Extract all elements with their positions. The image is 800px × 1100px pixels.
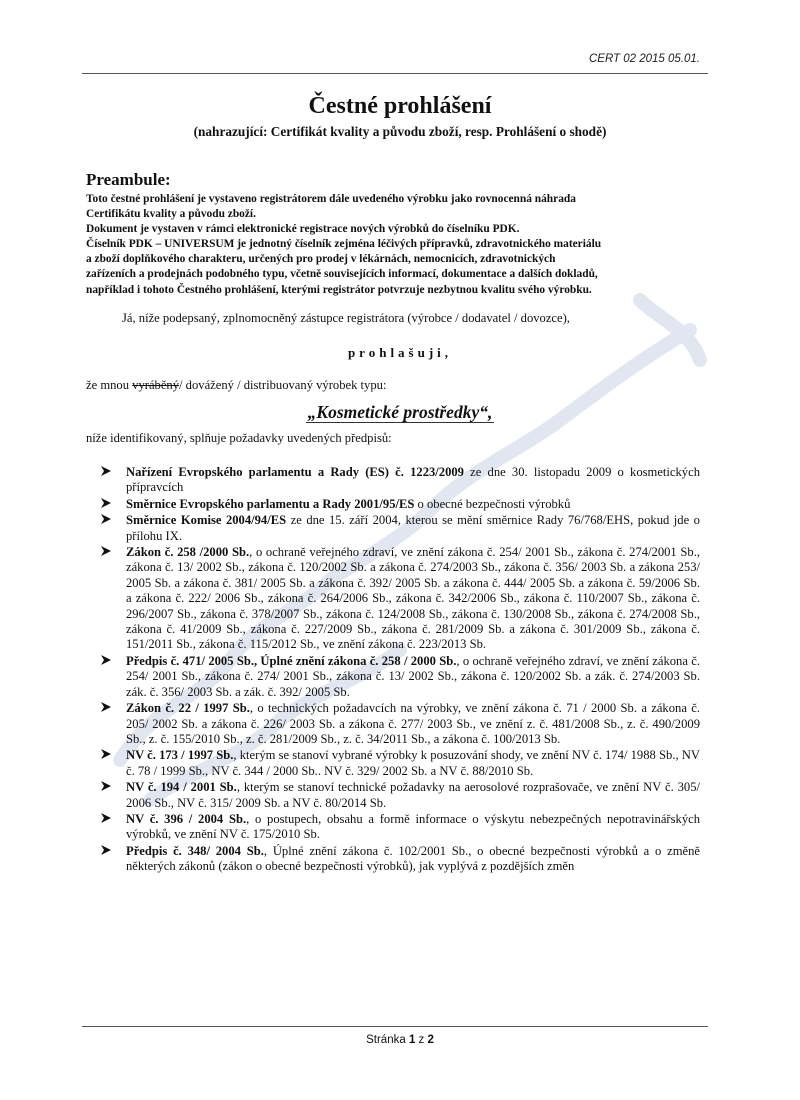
preamble-heading: Preambule:	[86, 170, 171, 189]
page-number	[0, 1034, 800, 1046]
regulation-text: , kterým se stanoví technické požadavky na aerosolové rozprašovače, ve znění NV č. 305/ 2006 Sb., NV č. 315/ 2009 Sb. a NV č. 80/2014 Sb.	[126, 780, 700, 810]
regulation-text: o obecné bezpečnosti výrobků	[414, 496, 571, 511]
preamble-line: zařízeních a prodejnách podobného typu, včetně souvisejících informací, dokumentace a dalších dokladů,	[86, 268, 598, 281]
regulation-title: Předpis č. 471/ 2005 Sb., Úplné znění zákona č. 258 / 2000 Sb.	[126, 653, 457, 668]
list-item	[100, 497, 700, 512]
arrow-bullet-icon	[100, 701, 112, 713]
list-item	[100, 654, 700, 700]
declaration-keyword: prohlašuji,	[347, 345, 453, 360]
preamble-line: například i tohoto Čestného prohlášení, kterými registrátor potvrzuje nezbytnou kvalitu svého výrobku.	[86, 283, 592, 296]
footer-rule	[82, 1026, 708, 1027]
declaration-intro: Já, níže podepsaný, zplnomocněný zástupce registrátora (výrobce / dodavatel / dovozce),	[122, 311, 570, 325]
regulation-title: NV č. 396 / 2004 Sb.	[126, 811, 247, 826]
page-current: 1	[408, 1034, 416, 1046]
product-struck: vyráběný	[132, 378, 180, 392]
page-total: 2	[427, 1034, 434, 1046]
page-sep: z	[415, 1034, 428, 1046]
arrow-bullet-icon	[100, 748, 112, 760]
arrow-bullet-icon	[100, 545, 112, 557]
arrow-bullet-icon	[100, 812, 112, 824]
preamble-line: Dokument je vystaven v rámci elektronické registrace nových výrobků do číselníku PDK.	[86, 223, 520, 236]
list-item	[100, 844, 700, 875]
document-code: CERT 02 2015 05.01.	[588, 53, 700, 65]
arrow-bullet-icon	[100, 513, 112, 525]
arrow-bullet-icon	[100, 497, 112, 509]
regulation-text: , o postupech, obsahu a formě informace o výskytu nebezpečných nepotravinářských výrobků, ve znění NV č. 175/2010 Sb.	[126, 811, 700, 842]
identified-line: níže identifikovaný, splňuje požadavky uvedených předpisů:	[86, 431, 392, 445]
regulation-title: NV č. 194 / 2001 Sb.	[126, 780, 237, 795]
regulation-title: Nařízení Evropského parlamentu a Rady (ES) č. 1223/2009	[126, 465, 464, 479]
regulation-text: , o ochraně veřejného zdraví, ve znění zákona č. 254/ 2001 Sb., zákona č. 274/ 2001 Sb., zákona č. 13/ 2002 Sb., zákona č. 120/2002 Sb. a zák. č. 274/2003 Sb. zák. č. 356/ 2003 Sb. a zák. č. 392/ 2005 Sb.	[126, 653, 700, 699]
preamble-body	[86, 192, 700, 298]
regulation-title: Předpis č. 348/ 2004 Sb.	[126, 843, 264, 858]
product-type	[0, 402, 800, 423]
regulation-text: , o technických požadavcích na výrobky, ve znění zákona č. 71 / 2000 Sb. a zákona č. 205/ 2002 Sb. a zákona č. 226/ 2003 Sb. a zákona č. 277/ 2003 Sb., ve znění z. č. 481/2008 Sb., z. č. 490/2009 Sb., z. č. 155/2010 Sb., z. č. 281/2009 Sb., z. č. 34/2011 Sb., a zákona č. 100/2013 Sb.	[126, 701, 700, 746]
arrow-bullet-icon	[100, 654, 112, 666]
regulation-title: Směrnice Evropského parlamentu a Rady 2001/95/ES	[126, 496, 415, 511]
document-subtitle: (nahrazující: Certifikát kvality a původu zboží, resp. Prohlášení o shodě)	[193, 124, 607, 139]
arrow-bullet-icon	[100, 780, 112, 792]
regulation-title: Zákon č. 22 / 1997 Sb.	[126, 701, 250, 716]
preamble-line: Číselník PDK – UNIVERSUM je jednotný číselník zejména léčivých přípravků, zdravotnického materiálu	[86, 238, 602, 251]
product-line	[86, 378, 386, 393]
regulation-title: Směrnice Komise 2004/94/ES	[126, 513, 287, 528]
list-item	[100, 748, 700, 779]
regulation-title: NV č. 173 / 1997 Sb.	[126, 748, 234, 763]
list-item	[100, 701, 700, 747]
product-prefix: že mnou	[86, 378, 133, 392]
regulation-text: ze dne 30. listopadu 2009 o kosmetických přípravcích	[126, 465, 700, 495]
document-title: Čestné prohlášení	[308, 93, 492, 119]
list-item	[100, 812, 700, 843]
regulation-text: , Úplné znění zákona č. 102/2001 Sb., o obecné bezpečnosti výrobků a o změně některých zákonů (zákon o obecné bezpečnosti výrobků), jak vyplývá z pozdějších změn	[126, 843, 700, 874]
preamble-line: a zboží doplňkového charakteru, určených pro prodej v lékárnách, nemocnicích, zdravotnických	[86, 253, 556, 266]
arrow-bullet-icon	[100, 465, 112, 477]
preamble-line: Certifikátu kvality a původu zboží.	[86, 208, 256, 221]
product-type-text: „Kosmetické prostředky“,	[307, 402, 493, 422]
list-item	[100, 780, 700, 811]
arrow-bullet-icon	[100, 844, 112, 856]
regulation-text: , o ochraně veřejného zdraví, ve znění zákona č. 254/ 2001 Sb., zákona č. 274/2001 Sb., zákona č. 13/ 2002 Sb., zákona č. 120/2002 Sb. a zákona č. 274/2003 Sb., zákona č. 356/ 2003 Sb. a zákona 253/ 2005 Sb. a zákona č. 381/ 2005 Sb. a zákona č. 392/ 2005 Sb. a zákona č. 444/ 2005 Sb. a zákona č. 59/2006 Sb. a zákona č. 222/ 2006 Sb., zákona č. 264/2006 Sb., zákona č. 342/2006 Sb., zákona č. 110/2007 Sb., zákona č. 296/2007 Sb., zákona č. 378/2007 Sb., zákona č. 124/2008 Sb., zákona č. 130/2008 Sb., zákona č. 274/2008 Sb., zákona č. 41/2009 Sb., zákona č. 227/2009 Sb., zákona č. 281/2009 Sb. a zákona č. 301/2009 Sb., zákona č. 151/2011 Sb., zákona č. 115/2012 Sb., ve znění zákona č. 223/2013 Sb.	[126, 545, 700, 652]
list-item	[100, 513, 700, 544]
list-item	[100, 545, 700, 653]
regulations-list	[100, 465, 700, 876]
regulation-text: , kterým se stanoví vybrané výrobky k posuzování shody, ve znění NV č. 174/ 1988 Sb., NV č. 78 / 1999 Sb., NV č. 344 / 2000 Sb.. NV č. 329/ 2002 Sb. a NV č. 88/2010 Sb.	[126, 748, 700, 778]
regulation-title: Zákon č. 258 /2000 Sb.	[126, 545, 250, 560]
page-prefix: Stránka	[366, 1034, 409, 1046]
regulation-text: ze dne 15. září 2004, kterou se mění směrnice Rady 76/768/EHS, pokud jde o přílohu IX.	[126, 513, 700, 543]
list-item	[100, 465, 700, 496]
header-rule	[82, 73, 708, 74]
preamble-line: Toto čestné prohlášení je vystaveno registrátorem dále uvedeného výrobku jako rovnocenná náhrada	[86, 193, 576, 205]
product-rest: / dovážený / distribuovaný výrobek typu:	[179, 378, 387, 392]
